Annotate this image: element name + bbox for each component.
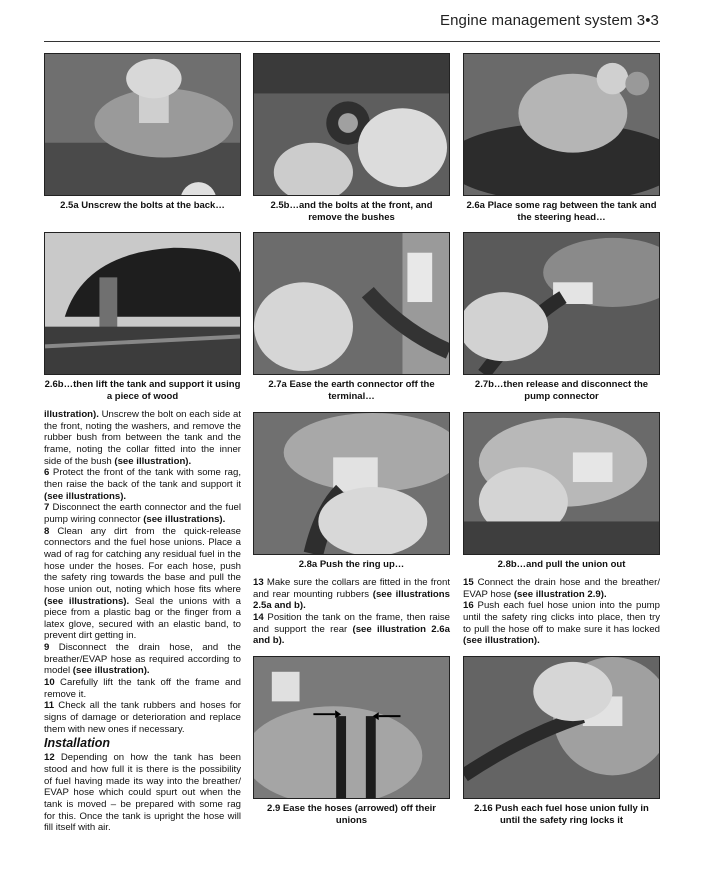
bold-ref: (see illustration). [72,665,150,677]
paragraph-text: Clean any dirt from the quick-release connectors and the fuel hose unions. Place a wad of rag for catching any residual fuel in the hose under the hoses. For each hose, push the safety ring towards the base and pull the hose union out, noting which hose fits where [44,525,241,595]
bold-ref: (see illustrations). [44,490,127,502]
middle-text-column [253,577,450,647]
paragraph-number: 11 [44,700,55,712]
paragraph [253,577,450,612]
paragraph-text: Connect the drain hose and the breather/ EVAP hose [463,577,660,600]
paragraph [44,677,241,700]
paragraph-number: 15 [463,577,474,588]
paragraph-text: Depending on how the tank has been stood and how full it is there is the possibility of fuel having made its way into the breather/ EVAP hose which could spurt out when the tank is moved – be prepared with some rag for this. Once the tank is upright the hose will fill itself with air. [44,752,241,834]
section-heading: Installation [44,736,110,751]
photo-2-6a [463,53,660,196]
paragraph [463,577,660,600]
paragraph [44,752,241,834]
photo-2-5b [253,53,450,196]
paragraph [44,642,241,677]
bold-ref: illustration). [44,409,99,420]
paragraph [44,467,241,502]
paragraph-number: 12 [44,752,55,764]
figure-caption: 2.5a Unscrew the bolts at the back… [60,200,225,211]
paragraph [44,526,241,643]
photo-2-7b [463,232,660,375]
paragraph [44,409,241,467]
photo-2-16 [463,656,660,799]
paragraph-number: 9 [44,642,50,654]
paragraph-number: 6 [44,467,50,479]
figure-caption: 2.7b…then release and disconnect the pump connector [474,379,649,402]
paragraph-text: Push each fuel hose union into the pump until the safety ring clicks into place, then try to pull the hose off to make sure it has locked [463,600,660,635]
header-divider [44,41,660,42]
photo-2-8a [253,412,450,555]
paragraph-text: Check all the tank rubbers and hoses for signs of damage or deterioration and replace them with new ones if necessary. [44,700,241,735]
paragraph-text: Protect the front of the tank with some rag, then raise the back of the tank and support it [44,467,241,490]
figure-caption: 2.9 Ease the hoses (arrowed) off their unions [267,803,436,826]
figure-caption: 2.6a Place some rag between the tank and the steering head… [466,200,657,223]
paragraph-text: Disconnect the drain hose, and the breather/EVAP hose as required according to model [44,642,241,677]
bold-ref: (see illustration 2.9). [513,588,607,600]
photo-2-8b [463,412,660,555]
paragraph [463,600,660,647]
figure-caption: 2.5b…and the bolts at the front, and remove the bushes [270,200,433,223]
paragraph-number: 8 [44,525,50,537]
figure-caption: 2.7a Ease the earth connector off the terminal… [268,379,435,402]
bold-ref: (see illustrations 2.5a and b). [253,588,450,612]
photo-2-7a [253,232,450,375]
paragraph-number: 14 [253,611,264,623]
bold-ref: (see illustrations). [143,513,226,525]
figure-caption: 2.16 Push each fuel hose union fully in until the safety ring locks it [474,803,649,826]
paragraph-text: Disconnect the earth connector and the fuel pump wiring connector [44,502,241,525]
paragraph [253,612,450,647]
bold-ref: (see illustration). [114,455,192,467]
figure-caption: 2.8b…and pull the union out [497,559,626,570]
paragraph-text: Carefully lift the tank off the frame and remove it. [44,677,241,700]
paragraph-number: 13 [253,577,264,588]
paragraph-number: 16 [463,600,474,612]
paragraph-text: Make sure the collars are fitted in the front and rear mounting rubbers [253,577,450,600]
paragraph-text: Position the tank on the frame, then raise and support the rear [253,611,450,635]
photo-2-6b [44,232,241,375]
photo-2-9 [253,656,450,799]
paragraph-number: 7 [44,502,50,514]
figure-caption: 2.8a Push the ring up… [298,559,405,570]
bold-ref: (see illustrations). [44,595,130,607]
bold-ref: (see illustration 2.6a and b). [253,623,450,647]
right-text-column [463,577,660,647]
left-text-column [44,409,241,834]
paragraph-text: Seal the unions with a piece from a plastic bag or the finger from a latex glove, secured with an elastic band, to prevent dirt getting in. [44,595,241,642]
paragraph [44,700,241,735]
paragraph-number: 10 [44,677,55,689]
paragraph [44,502,241,525]
bold-ref: (see illustration). [463,635,540,647]
figure-caption: 2.6b…then lift the tank and support it using a piece of wood [44,379,241,402]
photo-2-5a [44,53,241,196]
paragraph-text: Unscrew the bolt on each side at the front, noting the washers, and remove the rubber bush from between the tank and the frame, noting the collar fitted into the inner side of the bush [44,409,241,467]
page-header-title: Engine management system 3•3 [439,12,659,29]
